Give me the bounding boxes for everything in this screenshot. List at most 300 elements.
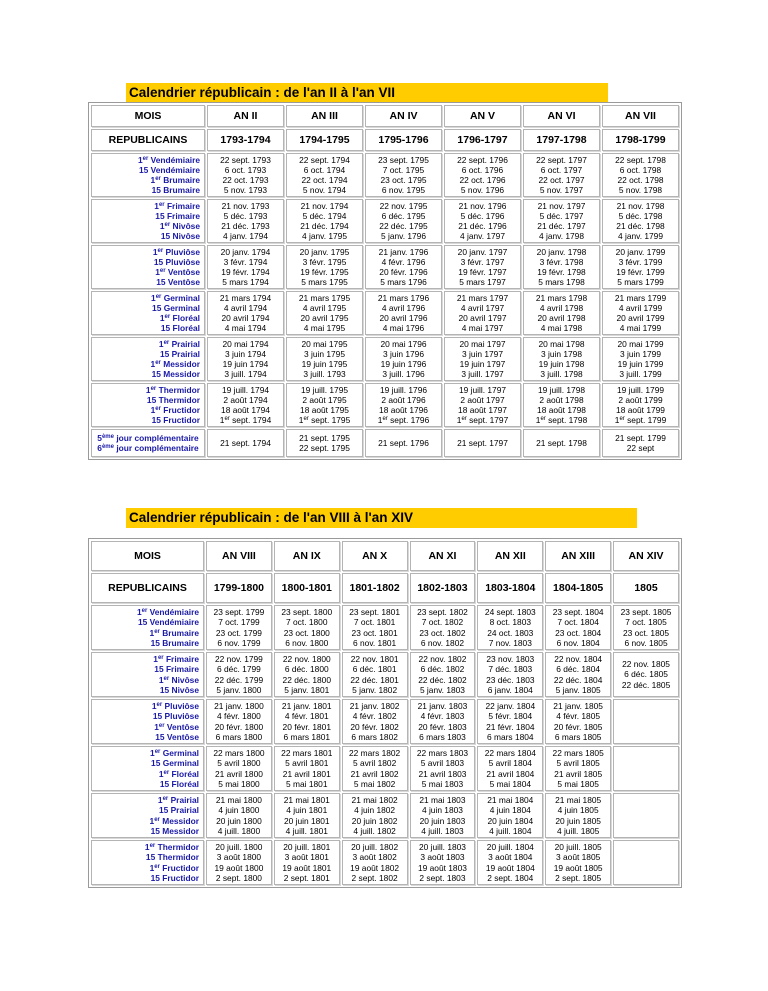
ordinal-suffix: er xyxy=(155,293,162,300)
date-cell xyxy=(523,245,600,289)
date-value: 6 déc. 1799 xyxy=(217,664,261,675)
year-range-header xyxy=(523,129,600,151)
month-line xyxy=(92,732,199,742)
date-value: 4 juin 1805 xyxy=(557,805,599,816)
month-line xyxy=(92,638,199,648)
date-cell xyxy=(274,699,340,744)
date-value: 20 avril 1794 xyxy=(221,313,270,323)
month-name: Vendémiaire xyxy=(150,164,200,175)
date-cell xyxy=(207,153,284,197)
year-range-label: 1793-1794 xyxy=(220,134,271,146)
date-value: 23 sept. 1805 xyxy=(620,607,672,618)
date-cell xyxy=(342,840,408,885)
date-value: 5 mai 1803 xyxy=(421,778,464,789)
date-value: 4 mai 1794 xyxy=(224,323,267,334)
date-value: 19 févr. 1794 xyxy=(221,267,270,277)
date-value: 4 juill. 1800 xyxy=(217,825,261,836)
date-value: 22 nov. 1799 xyxy=(215,654,263,665)
date-value: 4 juin 1801 xyxy=(286,805,328,816)
date-value: 6 déc. 1801 xyxy=(352,664,397,675)
date-cell xyxy=(206,652,272,697)
month-name: Vendémiaire xyxy=(150,154,200,165)
date-value: 22 sept. 1798 xyxy=(615,154,666,165)
date-value: 22 déc. 1800 xyxy=(282,674,331,685)
date-value: 6 mars 1801 xyxy=(283,731,331,742)
date-cell xyxy=(274,793,340,838)
date-value: 21 janv. 1803 xyxy=(417,701,468,712)
year-an-label: AN XII xyxy=(494,550,526,562)
month-line xyxy=(92,758,199,768)
date-value: 23 oct. 1801 xyxy=(351,627,398,638)
ordinal-suffix: er xyxy=(224,416,230,423)
date-value: 1er sept. 1795 xyxy=(298,415,351,426)
date-value: 6 nov. 1804 xyxy=(556,637,600,648)
month-name: Floréal xyxy=(172,313,200,323)
date-value: 7 nov. 1803 xyxy=(488,637,532,648)
date-value: 21 mars 1795 xyxy=(298,292,351,303)
date-value: 4 janv. 1797 xyxy=(459,231,505,242)
date-value: 18 août 1794 xyxy=(221,405,270,415)
month-line xyxy=(92,779,199,789)
date-value: 6 nov. 1802 xyxy=(420,637,465,648)
date-value: 20 juill. 1801 xyxy=(283,842,331,853)
year-range-header xyxy=(613,573,679,603)
date-cell xyxy=(286,383,363,427)
date-cell xyxy=(444,199,521,243)
ordinal-suffix: er xyxy=(150,385,157,392)
date-value: 18 août 1795 xyxy=(300,405,349,415)
year-range-label: 1796-1797 xyxy=(457,134,508,146)
date-value: 19 juill. 1795 xyxy=(300,384,349,395)
month-number: 1 xyxy=(149,815,155,826)
date-value: 22 mars 1805 xyxy=(552,748,604,759)
date-value: 5 janv. 1801 xyxy=(284,684,330,695)
date-value: 22 mars 1801 xyxy=(281,748,333,759)
ordinal-suffix: er xyxy=(382,416,388,423)
ordinal-suffix: er xyxy=(163,675,170,682)
month-name: Brumaire xyxy=(163,185,200,196)
republicains-header xyxy=(91,573,204,603)
date-value: 5 avril 1801 xyxy=(285,758,329,769)
month-line xyxy=(92,231,200,241)
date-cell xyxy=(613,840,679,885)
month-name: Fructidor xyxy=(162,862,199,873)
month-number: 1 xyxy=(150,405,156,415)
month-number: 1 xyxy=(150,175,156,185)
table-row xyxy=(91,245,679,289)
date-value: 21 sept. 1794 xyxy=(220,437,271,448)
date-cell xyxy=(274,840,340,885)
month-names-cell xyxy=(91,840,204,885)
year-header xyxy=(286,105,363,127)
date-value: 20 juin 1803 xyxy=(419,815,466,826)
date-value: 19 févr. 1797 xyxy=(458,267,507,277)
ordinal-suffix: er xyxy=(156,702,163,709)
month-name: Messidor xyxy=(163,359,200,369)
date-cell xyxy=(477,840,543,885)
date-cell xyxy=(602,429,679,457)
date-value: 3 févr. 1799 xyxy=(618,256,663,267)
month-names-cell xyxy=(91,652,204,697)
calendar-table xyxy=(88,102,682,460)
month-name: Ventôse xyxy=(166,721,199,732)
date-value: 4 févr. 1800 xyxy=(217,711,261,722)
date-value: 5 mars 1795 xyxy=(301,277,348,288)
date-value: 2 août 1795 xyxy=(302,394,347,405)
ordinal-suffix: er xyxy=(158,201,165,208)
year-header xyxy=(545,541,611,571)
month-names-cell xyxy=(91,746,204,791)
date-value: 4 mai 1799 xyxy=(619,323,662,334)
month-name: Nivôse xyxy=(171,674,199,685)
date-cell xyxy=(444,337,521,381)
month-number: 1 xyxy=(149,627,155,638)
ordinal-suffix: er xyxy=(619,416,625,423)
date-value: 21 janv. 1796 xyxy=(378,246,429,257)
ordinal-suffix: er xyxy=(154,628,160,635)
month-names-cell xyxy=(91,699,204,744)
date-cell xyxy=(613,652,679,697)
date-value: 3 août 1805 xyxy=(556,852,601,863)
date-value: 19 juill. 1799 xyxy=(616,384,665,395)
month-number: 15 xyxy=(150,637,160,648)
date-cell xyxy=(613,746,679,791)
year-header xyxy=(477,541,543,571)
date-cell xyxy=(545,793,611,838)
month-number: 6 xyxy=(97,443,102,453)
date-value: 21 déc. 1796 xyxy=(458,221,507,231)
ordinal-suffix: er xyxy=(303,416,309,423)
ordinal-suffix: er xyxy=(155,360,161,366)
month-name: Vendémiaire xyxy=(149,617,199,628)
date-value: 21 févr. 1804 xyxy=(486,721,535,732)
year-an-label: AN VII xyxy=(625,110,656,122)
date-value: 20 mai 1794 xyxy=(222,338,269,349)
date-cell xyxy=(613,605,679,650)
date-cell xyxy=(477,652,543,697)
month-line xyxy=(92,769,199,779)
date-value: 5 mars 1799 xyxy=(617,277,664,288)
month-name: Frimaire xyxy=(166,200,200,211)
month-names-cell xyxy=(91,337,205,381)
month-number: 1 xyxy=(136,607,142,618)
date-value: 4 mai 1798 xyxy=(540,323,583,334)
date-cell xyxy=(410,652,476,697)
month-line xyxy=(92,293,200,303)
date-value: 20 févr. 1805 xyxy=(553,721,603,732)
date-value: 22 déc. 1804 xyxy=(553,674,603,685)
date-value: 3 juill. 1794 xyxy=(224,369,267,380)
ordinal-suffix: er xyxy=(141,608,148,615)
year-header xyxy=(444,105,521,127)
month-number: 1 xyxy=(159,313,165,323)
month-name: Floréal xyxy=(172,323,200,334)
month-name: Brumaire xyxy=(163,175,200,185)
month-number: 15 xyxy=(154,664,164,675)
year-header xyxy=(206,541,272,571)
ordinal-suffix: er xyxy=(163,769,170,776)
month-number: 1 xyxy=(154,721,159,732)
date-value: 18 août 1798 xyxy=(537,405,586,415)
date-cell xyxy=(286,153,363,197)
year-range-header xyxy=(206,573,272,603)
date-value: 2 août 1796 xyxy=(381,394,426,405)
month-line xyxy=(92,323,200,333)
date-value: 7 déc. 1803 xyxy=(488,664,533,675)
ordinal-suffix: er xyxy=(155,176,161,182)
month-name: Ventôse xyxy=(166,731,199,742)
date-value: 19 août 1804 xyxy=(485,862,535,873)
header-row xyxy=(91,105,679,127)
date-value: 22 sept. 1794 xyxy=(299,154,350,165)
date-value: 20 mai 1798 xyxy=(538,338,585,349)
table-row xyxy=(91,291,679,335)
date-value: 6 nov. 1805 xyxy=(624,637,668,648)
date-cell xyxy=(613,699,679,744)
ordinal-suffix: er xyxy=(142,155,149,162)
date-value: 23 oct. 1799 xyxy=(215,627,262,638)
month-line xyxy=(92,303,200,313)
date-value: 1er sept. 1798 xyxy=(535,415,588,426)
date-value: 4 avril 1797 xyxy=(460,302,505,313)
month-names-cell xyxy=(91,291,205,335)
year-range-label: 1805 xyxy=(634,582,658,594)
month-line xyxy=(92,607,199,617)
date-cell xyxy=(207,383,284,427)
date-value: 5 nov. 1793 xyxy=(223,185,268,196)
month-line xyxy=(92,277,200,287)
date-value: 21 avril 1802 xyxy=(350,768,399,779)
month-number: 15 xyxy=(151,369,161,380)
year-range-header xyxy=(274,573,340,603)
date-value: 4 juin 1803 xyxy=(421,805,463,816)
month-line xyxy=(92,339,200,349)
date-value: 21 avril 1800 xyxy=(214,768,263,779)
date-cell xyxy=(602,245,679,289)
month-name: Germinal xyxy=(163,292,200,303)
date-cell xyxy=(206,793,272,838)
date-cell xyxy=(523,153,600,197)
date-value: 21 nov. 1797 xyxy=(537,200,586,211)
month-line xyxy=(92,685,199,695)
date-value: 21 janv. 1805 xyxy=(553,701,603,712)
month-line xyxy=(92,359,200,369)
date-value: 21 mai 1801 xyxy=(283,795,330,806)
month-number: 15 xyxy=(138,164,149,175)
date-value: 4 juill. 1803 xyxy=(421,825,464,836)
month-number: 15 xyxy=(151,415,161,426)
date-value: 6 oct. 1794 xyxy=(303,164,346,175)
date-value: 5 déc. 1797 xyxy=(539,210,584,221)
table-row xyxy=(91,199,679,243)
date-value: 1er sept. 1796 xyxy=(377,415,430,426)
table-title: Calendrier républicain : de l'an II à l'an VII xyxy=(126,83,608,103)
date-cell xyxy=(602,199,679,243)
date-value: 21 mars 1797 xyxy=(456,292,509,303)
date-cell xyxy=(274,746,340,791)
date-value: 21 janv. 1802 xyxy=(349,701,400,712)
table-row xyxy=(91,605,679,650)
date-cell xyxy=(602,153,679,197)
month-name: Thermidor xyxy=(158,384,200,395)
date-value: 4 févr. 1801 xyxy=(284,711,329,722)
date-cell xyxy=(602,337,679,381)
date-cell xyxy=(545,605,611,650)
year-range-header xyxy=(444,129,521,151)
month-line xyxy=(92,826,199,836)
month-line xyxy=(92,369,200,379)
year-an-label: AN X xyxy=(362,550,388,562)
date-value: 19 févr. 1798 xyxy=(537,267,586,277)
date-cell xyxy=(410,746,476,791)
date-cell xyxy=(365,245,442,289)
date-value: 5 janv. 1802 xyxy=(352,684,398,695)
date-value: 19 févr. 1795 xyxy=(300,267,349,277)
year-an-label: AN XIII xyxy=(561,550,596,562)
month-number: 15 xyxy=(150,872,160,883)
month-number: 1 xyxy=(144,842,150,853)
year-range-label: 1794-1795 xyxy=(299,134,350,146)
date-value: 20 juin 1804 xyxy=(487,815,534,826)
date-value: 7 oct. 1804 xyxy=(557,617,599,628)
date-value: 21 sept. 1798 xyxy=(536,437,587,448)
date-value: 5 avril 1800 xyxy=(217,758,261,769)
date-value: 21 déc. 1793 xyxy=(221,221,270,231)
date-cell xyxy=(602,383,679,427)
date-value: 3 juin 1796 xyxy=(383,348,424,359)
month-line xyxy=(92,165,200,175)
month-number: 1 xyxy=(149,862,155,873)
month-number: 1 xyxy=(153,654,158,665)
date-value: 22 mars 1800 xyxy=(213,748,265,759)
date-value: 21 mars 1796 xyxy=(377,292,430,303)
date-cell xyxy=(274,652,340,697)
month-line xyxy=(92,675,199,685)
month-number: 15 xyxy=(155,731,165,742)
date-cell xyxy=(286,337,363,381)
date-value: 6 mars 1800 xyxy=(215,731,263,742)
date-value: 22 oct. 1796 xyxy=(459,175,506,185)
year-range-header xyxy=(477,573,543,603)
date-value: 6 nov. 1801 xyxy=(353,637,397,648)
date-value: 23 oct. 1802 xyxy=(419,627,466,638)
date-value: 22 oct. 1798 xyxy=(617,175,664,185)
date-value: 23 oct. 1804 xyxy=(555,627,602,638)
date-cell xyxy=(444,153,521,197)
date-value: 22 nov. 1800 xyxy=(282,654,331,665)
date-cell xyxy=(523,337,600,381)
date-value: 19 août 1802 xyxy=(350,862,400,873)
date-value: 4 mai 1797 xyxy=(461,323,504,334)
month-line xyxy=(92,711,199,721)
date-value: 3 juill. 1798 xyxy=(540,369,583,380)
month-name: Thermidor xyxy=(157,842,199,853)
month-name: Messidor xyxy=(162,825,199,836)
date-value: 4 févr. 1805 xyxy=(556,711,601,722)
month-name: Nivôse xyxy=(172,221,200,231)
date-value: 22 nov. 1805 xyxy=(622,659,670,670)
month-number: 1 xyxy=(155,267,160,277)
month-name: Ventôse xyxy=(167,267,200,277)
date-value: 20 avril 1797 xyxy=(458,313,507,323)
month-number: 1 xyxy=(150,359,156,369)
month-line xyxy=(92,257,200,267)
year-an-label: AN XIV xyxy=(628,550,664,562)
month-line xyxy=(92,628,199,638)
date-value: 6 oct. 1793 xyxy=(224,164,267,175)
month-name: Prairial xyxy=(171,348,200,359)
date-value: 23 oct. 1805 xyxy=(622,627,670,638)
date-cell xyxy=(206,699,272,744)
date-value: 4 avril 1796 xyxy=(381,302,426,313)
ordinal-suffix: er xyxy=(164,314,171,320)
date-value: 6 nov. 1795 xyxy=(381,185,426,196)
ordinal-suffix: ème xyxy=(101,433,114,440)
date-cell xyxy=(206,840,272,885)
month-number: 15 xyxy=(155,210,165,221)
date-value: 5 avril 1804 xyxy=(488,758,532,769)
month-number: 1 xyxy=(150,748,155,759)
date-value: 20 mai 1799 xyxy=(617,338,664,349)
date-value: 20 janv. 1797 xyxy=(457,246,508,257)
date-value: 2 août 1798 xyxy=(539,394,584,405)
date-value: 2 sept. 1800 xyxy=(215,872,262,883)
year-an-label: AN VI xyxy=(547,110,576,122)
date-value: 18 août 1796 xyxy=(379,405,428,415)
ordinal-suffix: er xyxy=(154,816,160,823)
date-value: 4 févr. 1802 xyxy=(352,711,397,722)
month-line xyxy=(92,221,200,231)
date-value: 6 mars 1802 xyxy=(351,731,398,742)
date-value: 22 oct. 1793 xyxy=(222,175,269,185)
month-line xyxy=(92,863,199,873)
date-cell xyxy=(365,429,442,457)
month-line xyxy=(92,349,200,359)
date-value: 3 juill. 1797 xyxy=(461,369,504,380)
date-value: 22 déc. 1805 xyxy=(621,679,671,690)
date-cell xyxy=(286,291,363,335)
month-name: Messidor xyxy=(162,815,199,826)
month-line xyxy=(92,247,200,257)
date-value: 4 mai 1796 xyxy=(382,323,425,334)
date-value: 20 févr. 1801 xyxy=(282,721,331,732)
date-cell xyxy=(342,699,408,744)
year-range-header xyxy=(602,129,679,151)
date-cell xyxy=(342,652,408,697)
mois-label: MOIS xyxy=(134,110,162,122)
date-value: 5 janv. 1805 xyxy=(555,684,601,695)
date-value: 18 août 1797 xyxy=(458,405,507,415)
republicains-label: REPUBLICAINS xyxy=(108,134,188,146)
table-row xyxy=(91,746,679,791)
date-value: 19 juill. 1797 xyxy=(458,384,507,395)
month-line xyxy=(92,415,200,425)
date-value: 5 nov. 1798 xyxy=(618,185,663,196)
date-value: 7 oct. 1799 xyxy=(218,617,260,628)
date-cell xyxy=(286,245,363,289)
date-value: 20 janv. 1795 xyxy=(299,246,350,257)
date-value: 23 sept. 1795 xyxy=(378,154,429,165)
date-value: 20 janv. 1798 xyxy=(536,246,587,257)
date-cell xyxy=(523,199,600,243)
date-value: 6 déc. 1795 xyxy=(381,210,426,221)
date-cell xyxy=(523,383,600,427)
month-number: 5 xyxy=(97,432,102,443)
date-value: 23 sept. 1804 xyxy=(552,607,604,618)
ordinal-suffix: er xyxy=(157,247,164,254)
date-value: 19 août 1803 xyxy=(418,862,467,873)
date-cell xyxy=(545,746,611,791)
